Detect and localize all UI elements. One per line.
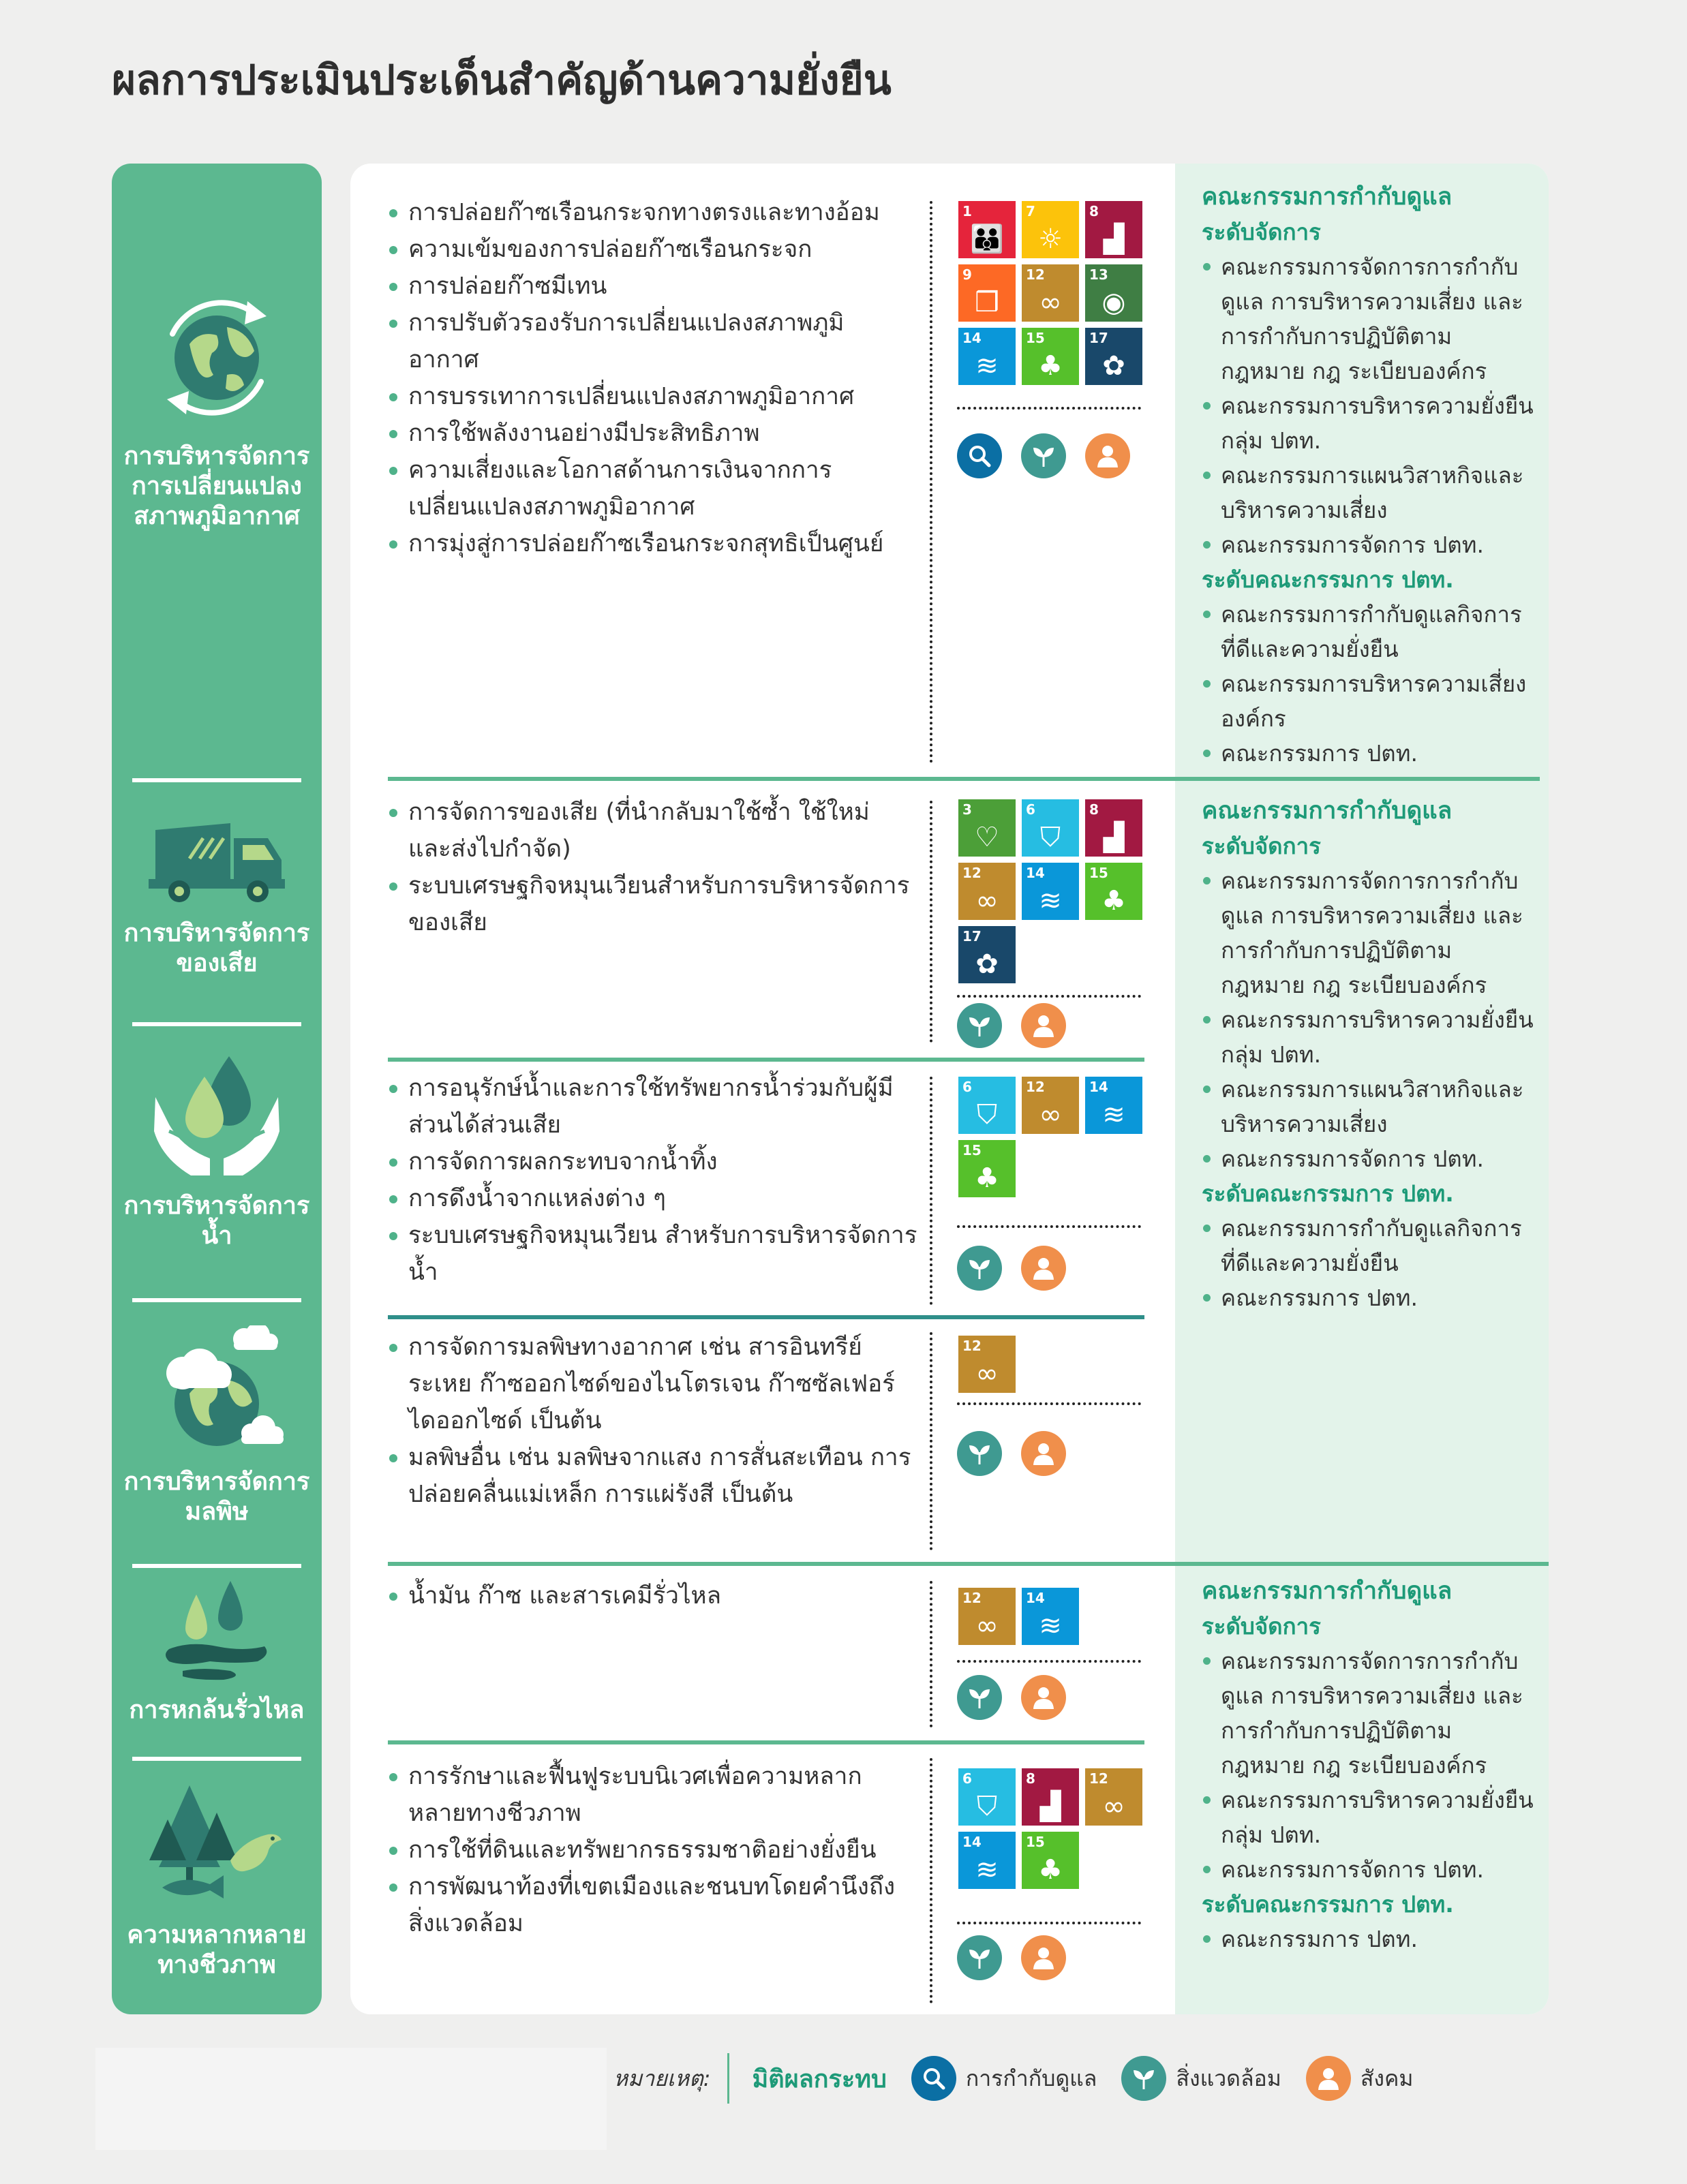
social-impact-icon [1021, 1675, 1066, 1720]
sdg-number: 6 [1026, 801, 1035, 818]
sdg-symbol: ♣ [1038, 350, 1063, 382]
sdg-number: 8 [1089, 203, 1099, 219]
sdg-15-icon [1022, 1832, 1079, 1889]
sdg-number: 1 [962, 203, 972, 219]
governance-impact-icon [911, 2056, 956, 2101]
legend-item-environment [1121, 2056, 1281, 2101]
social-impact-icon [1021, 1431, 1066, 1476]
sdg-6-icon [1022, 799, 1079, 857]
topic-item: ระบบเศรษฐกิจหมุนเวียน สำหรับการบริหารจัดการน้ำ [388, 1217, 920, 1291]
committee-item: คณะกรรมการบริหารความยั่งยืน กลุ่ม ปตท. [1202, 1002, 1536, 1072]
committee-item: คณะกรรมการแผนวิสาหกิจและบริหารความเสี่ยง [1202, 1072, 1536, 1141]
sdg-number: 12 [1026, 266, 1045, 283]
topic-list [388, 194, 913, 562]
topic-item: ความเข้มของการปล่อยก๊าซเรือนกระจก [388, 231, 913, 268]
sdg-8-icon [1085, 201, 1142, 258]
impact-icons [957, 1675, 1066, 1720]
sdg-15-icon [1085, 863, 1142, 920]
environment-impact-icon [957, 1935, 1002, 1980]
sdg-number: 15 [1089, 865, 1108, 881]
sdg-14-icon [1085, 1077, 1142, 1134]
sdg-17-icon [1085, 328, 1142, 385]
governance-heading: คณะกรรมการกำกับดูแล [1202, 797, 1453, 825]
category-biodiversity [112, 1772, 322, 1980]
category-label: การบริหารจัดการมลพิษ [123, 1468, 310, 1526]
sdg-number: 3 [962, 801, 972, 818]
globe-recycle-icon [145, 286, 288, 429]
sdg-symbol: ⛉ [977, 1099, 997, 1131]
impact-icons [957, 1431, 1066, 1476]
topic-list [388, 1070, 920, 1291]
sdg-number: 17 [1089, 330, 1108, 346]
category-waste [112, 818, 322, 979]
legend-label: สิ่งแวดล้อม [1176, 2065, 1281, 2091]
sdg-symbol: 👪 [970, 224, 1004, 255]
sdg-number: 12 [962, 865, 982, 881]
category-divider [132, 1022, 301, 1026]
committee-item: คณะกรรมการบริหารความยั่งยืน กลุ่ม ปตท. [1202, 388, 1536, 458]
impact-icons [957, 1003, 1066, 1048]
environment-impact-icon [1021, 433, 1066, 478]
sdg-number: 6 [962, 1079, 972, 1095]
governance-level: ระดับคณะกรรมการ ปตท. [1202, 1180, 1454, 1207]
sdg-symbol: ♣ [1101, 885, 1126, 917]
section-divider [388, 1740, 1144, 1744]
topic-item: การรักษาและฟื้นฟูระบบนิเวศเพื่อความหลากหลายทางชีวภาพ [388, 1758, 913, 1832]
column-separator [930, 1581, 932, 1727]
sdg-number: 15 [1026, 330, 1045, 346]
topic-item: การดึงน้ำจากแหล่งต่าง ๆ [388, 1180, 920, 1217]
category-spill [112, 1581, 322, 1725]
environment-impact-icon [957, 1431, 1002, 1476]
sdg-symbol: ♣ [1038, 1854, 1063, 1886]
legend-items [911, 2056, 1438, 2101]
sdg-9-icon [958, 264, 1016, 322]
sdg-impact-separator [957, 407, 1141, 410]
governance-level: ระดับจัดการ [1202, 1613, 1321, 1640]
category-divider [132, 1564, 301, 1568]
sdg-symbol: ∞ [975, 1358, 999, 1389]
topic-item: ความเสี่ยงและโอกาสด้านการเงินจากการเปลี่ยนแปลงสภาพภูมิอากาศ [388, 452, 913, 525]
governance-list [1202, 597, 1536, 771]
social-impact-icon [1306, 2056, 1351, 2101]
governance-list [1202, 1211, 1536, 1315]
sdg-symbol: ≋ [975, 350, 999, 382]
sdg-symbol: ≋ [1039, 885, 1062, 917]
category-water [112, 1056, 322, 1251]
sdg-12-icon [1022, 264, 1079, 322]
sdg-symbol: ♣ [975, 1163, 999, 1194]
sdg-8-icon [1022, 1768, 1079, 1826]
sdg-number: 7 [1026, 203, 1035, 219]
section-divider [388, 1562, 1549, 1566]
legend [613, 2051, 1438, 2106]
sdg-14-icon [958, 328, 1016, 385]
category-pollution [112, 1325, 322, 1527]
legend-item-governance [911, 2056, 1097, 2101]
sdg-15-icon [958, 1140, 1016, 1197]
sdg-grid [958, 201, 1142, 385]
sdg-impact-separator [957, 1660, 1141, 1663]
topic-item: การปรับตัวรองรับการเปลี่ยนแปลงสภาพภูมิอากาศ [388, 305, 913, 378]
topic-item: การปล่อยก๊าซมีเทน [388, 268, 913, 305]
sdg-symbol: ≋ [975, 1854, 999, 1886]
sdg-12-icon [958, 1336, 1016, 1393]
oil-spill-icon [162, 1581, 271, 1683]
social-impact-icon [1021, 1003, 1066, 1048]
sdg-symbol: ▟ [1103, 224, 1125, 255]
sdg-13-icon [1085, 264, 1142, 322]
legend-spacer [95, 2048, 607, 2150]
sdg-symbol: ⛉ [977, 1791, 997, 1822]
legend-item-social [1306, 2056, 1414, 2101]
sdg-6-icon [958, 1768, 1016, 1826]
committee-item: คณะกรรมการ ปตท. [1202, 1922, 1536, 1956]
category-label: การบริหารจัดการของเสีย [123, 919, 310, 977]
sdg-symbol: ∞ [1039, 1099, 1062, 1131]
legend-divider [727, 2053, 729, 2104]
sdg-grid [958, 1077, 1142, 1197]
category-column [112, 164, 322, 2014]
column-separator [930, 201, 932, 763]
impact-icons [957, 1935, 1066, 1980]
sdg-symbol: ≋ [1102, 1099, 1125, 1131]
sdg-symbol: ◉ [1101, 287, 1126, 318]
sdg-symbol: ⛉ [1040, 822, 1061, 853]
sdg-1-icon [958, 201, 1016, 258]
legend-label: การกำกับดูแล [965, 2065, 1097, 2091]
social-impact-icon [1021, 1935, 1066, 1980]
impact-icons [957, 433, 1130, 478]
sdg-number: 12 [1089, 1770, 1108, 1787]
sdg-number: 12 [962, 1338, 982, 1354]
topic-item: การใช้พลังงานอย่างมีประสิทธิภาพ [388, 415, 913, 452]
sdg-number: 9 [962, 266, 972, 283]
sdg-impact-separator [957, 1225, 1141, 1228]
topic-item: การจัดการมลพิษทางอากาศ เช่น สารอินทรีย์ระเหย ก๊าซออกไซด์ของไนโตรเจน ก๊าซซัลเฟอร์ไดออกไซด์ เป็นต้น [388, 1329, 913, 1439]
social-impact-icon [1085, 433, 1130, 478]
legend-label: สังคม [1360, 2065, 1414, 2091]
topic-item: การพัฒนาท้องที่เขตเมืองและชนบทโดยคำนึงถึงสิ่งแวดล้อม [388, 1868, 913, 1942]
section-divider [388, 1315, 1144, 1319]
environment-impact-icon [957, 1246, 1002, 1291]
topic-item: น้ำมัน ก๊าซ และสารเคมีรั่วไหล [388, 1578, 913, 1614]
sdg-15-icon [1022, 328, 1079, 385]
sdg-symbol: ✿ [1102, 350, 1125, 382]
committee-item: คณะกรรมการ ปตท. [1202, 736, 1536, 771]
sdg-grid [958, 799, 1142, 983]
topic-item: การใช้ที่ดินและทรัพยากรธรรมชาติอย่างยั่งยืน [388, 1832, 913, 1868]
governance-impact-icon [957, 433, 1002, 478]
environment-impact-icon [957, 1675, 1002, 1720]
trees-bird-fish-icon [149, 1772, 285, 1908]
sdg-number: 14 [1026, 865, 1045, 881]
sdg-12-icon [958, 863, 1016, 920]
committee-item: คณะกรรมการบริหารความเสี่ยงองค์กร [1202, 666, 1536, 736]
sdg-8-icon [1085, 799, 1142, 857]
earth-clouds-icon [142, 1325, 292, 1455]
sdg-3-icon [958, 799, 1016, 857]
sdg-number: 12 [962, 1590, 982, 1606]
governance-block [1202, 180, 1536, 771]
sdg-number: 14 [962, 330, 982, 346]
category-label: การบริหารจัดการการเปลี่ยนแปลงสภาพภูมิอากาศ [123, 442, 310, 530]
topic-item: มลพิษอื่น เช่น มลพิษจากแสง การสั่นสะเทือน การปล่อยคลื่นแม่เหล็ก การแผ่รังสี เป็นต้น [388, 1439, 913, 1513]
sdg-12-icon [958, 1588, 1016, 1645]
sdg-number: 14 [1089, 1079, 1108, 1095]
garbage-truck-icon [142, 818, 292, 906]
topic-item: การปล่อยก๊าซเรือนกระจกทางตรงและทางอ้อม [388, 194, 913, 231]
sdg-12-icon [1085, 1768, 1142, 1826]
sdg-14-icon [1022, 863, 1079, 920]
governance-list [1202, 1922, 1536, 1956]
committee-item: คณะกรรมการกำกับดูแลกิจการที่ดีและความยั่งยืน [1202, 1211, 1536, 1280]
topic-item: ระบบเศรษฐกิจหมุนเวียนสำหรับการบริหารจัดการของเสีย [388, 867, 913, 941]
topic-item: การมุ่งสู่การปล่อยก๊าซเรือนกระจกสุทธิเป็นศูนย์ [388, 525, 913, 562]
column-separator [930, 1332, 932, 1550]
sdg-symbol: ♡ [975, 822, 999, 853]
sdg-number: 14 [962, 1834, 982, 1850]
legend-dimension: มิติผลกระทบ [752, 2065, 887, 2093]
governance-heading: คณะกรรมการกำกับดูแล [1202, 183, 1453, 211]
section-divider [388, 1058, 1144, 1062]
sdg-number: 13 [1089, 266, 1108, 283]
sdg-symbol: ✿ [975, 949, 999, 980]
impact-icons [957, 1246, 1066, 1291]
topics-card [350, 164, 1549, 2014]
committee-item: คณะกรรมการจัดการ ปตท. [1202, 527, 1536, 562]
committee-item: คณะกรรมการจัดการการกำกับดูแล การบริหารความเสี่ยง และการกำกับการปฏิบัติตามกฎหมาย กฎ ระเบียบองค์กร [1202, 863, 1536, 1002]
committee-item: คณะกรรมการกำกับดูแลกิจการที่ดีและความยั่งยืน [1202, 597, 1536, 666]
topic-list [388, 1758, 913, 1942]
sdg-number: 8 [1026, 1770, 1035, 1787]
sdg-symbol: ☼ [1038, 224, 1063, 255]
sdg-symbol: ∞ [1102, 1791, 1125, 1822]
governance-level: ระดับจัดการ [1202, 833, 1321, 859]
committee-item: คณะกรรมการแผนวิสาหกิจและบริหารความเสี่ยง [1202, 458, 1536, 527]
topic-list [388, 1578, 913, 1614]
sdg-grid [958, 1768, 1142, 1889]
sdg-7-icon [1022, 201, 1079, 258]
sdg-impact-separator [957, 1922, 1141, 1924]
sdg-symbol: ≋ [1039, 1610, 1062, 1642]
committee-item: คณะกรรมการจัดการ ปตท. [1202, 1852, 1536, 1887]
committee-item: คณะกรรมการบริหารความยั่งยืน กลุ่ม ปตท. [1202, 1783, 1536, 1852]
committee-item: คณะกรรมการจัดการ ปตท. [1202, 1141, 1536, 1176]
sdg-symbol: ▟ [1039, 1791, 1061, 1822]
sdg-number: 17 [962, 928, 982, 944]
sdg-6-icon [958, 1077, 1016, 1134]
category-label: ความหลากหลายทางชีวภาพ [127, 1921, 307, 1979]
topic-list [388, 794, 913, 941]
governance-list [1202, 249, 1536, 562]
category-label: การบริหารจัดการน้ำ [123, 1192, 310, 1250]
sdg-symbol: ∞ [1039, 287, 1062, 318]
sdg-12-icon [1022, 1077, 1079, 1134]
sdg-impact-separator [957, 995, 1141, 998]
legend-key: หมายเหตุ: [613, 2065, 711, 2091]
sdg-grid [958, 1336, 1142, 1393]
sdg-symbol: ∞ [975, 885, 999, 917]
sdg-number: 14 [1026, 1590, 1045, 1606]
page-title: ผลการประเมินประเด็นสำคัญด้านความยั่งยืน [112, 57, 892, 104]
sdg-number: 6 [962, 1770, 972, 1787]
column-separator [930, 1758, 932, 2003]
sdg-symbol: ❒ [975, 287, 999, 318]
sdg-number: 15 [1026, 1834, 1045, 1850]
committee-item: คณะกรรมการจัดการการกำกับดูแล การบริหารความเสี่ยง และการกำกับการปฏิบัติตามกฎหมาย กฎ ระเบียบองค์กร [1202, 249, 1536, 388]
sdg-17-icon [958, 926, 1016, 983]
committee-item: คณะกรรมการจัดการการกำกับดูแล การบริหารความเสี่ยง และการกำกับการปฏิบัติตามกฎหมาย กฎ ระเบียบองค์กร [1202, 1644, 1536, 1783]
section-divider [388, 777, 1540, 781]
sdg-14-icon [1022, 1588, 1079, 1645]
category-divider [132, 1757, 301, 1761]
sdg-number: 15 [962, 1142, 982, 1158]
sdg-symbol: ▟ [1103, 822, 1125, 853]
topic-item: การจัดการของเสีย (ที่นำกลับมาใช้ซ้ำ ใช้ใหม่ และส่งไปกำจัด) [388, 794, 913, 867]
category-label: การหกล้นรั่วไหล [129, 1696, 305, 1724]
topic-item: การอนุรักษ์น้ำและการใช้ทรัพยากรน้ำร่วมกับผู้มีส่วนได้ส่วนเสีย [388, 1070, 920, 1143]
environment-impact-icon [1121, 2056, 1166, 2101]
sdg-grid [958, 1588, 1142, 1645]
category-divider [132, 778, 301, 782]
column-separator [930, 801, 932, 1043]
sdg-symbol: ∞ [975, 1610, 999, 1642]
column-separator [930, 1077, 932, 1305]
water-hands-icon [149, 1056, 285, 1179]
governance-list [1202, 863, 1536, 1176]
committee-item: คณะกรรมการ ปตท. [1202, 1280, 1536, 1315]
environment-impact-icon [957, 1003, 1002, 1048]
governance-heading: คณะกรรมการกำกับดูแล [1202, 1578, 1453, 1605]
sdg-number: 12 [1026, 1079, 1045, 1095]
governance-level: ระดับคณะกรรมการ ปตท. [1202, 566, 1454, 593]
social-impact-icon [1021, 1246, 1066, 1291]
category-divider [132, 1298, 301, 1302]
topic-item: การบรรเทาการเปลี่ยนแปลงสภาพภูมิอากาศ [388, 378, 913, 415]
governance-level: ระดับคณะกรรมการ ปตท. [1202, 1891, 1454, 1918]
sdg-impact-separator [957, 1402, 1141, 1405]
topic-list [388, 1329, 913, 1513]
governance-list [1202, 1644, 1536, 1887]
governance-level: ระดับจัดการ [1202, 219, 1321, 245]
topic-item: การจัดการผลกระทบจากน้ำทิ้ง [388, 1143, 920, 1180]
sdg-number: 8 [1089, 801, 1099, 818]
governance-block [1202, 794, 1536, 1315]
governance-block [1202, 1574, 1536, 1956]
category-climate [112, 286, 322, 532]
sdg-14-icon [958, 1832, 1016, 1889]
